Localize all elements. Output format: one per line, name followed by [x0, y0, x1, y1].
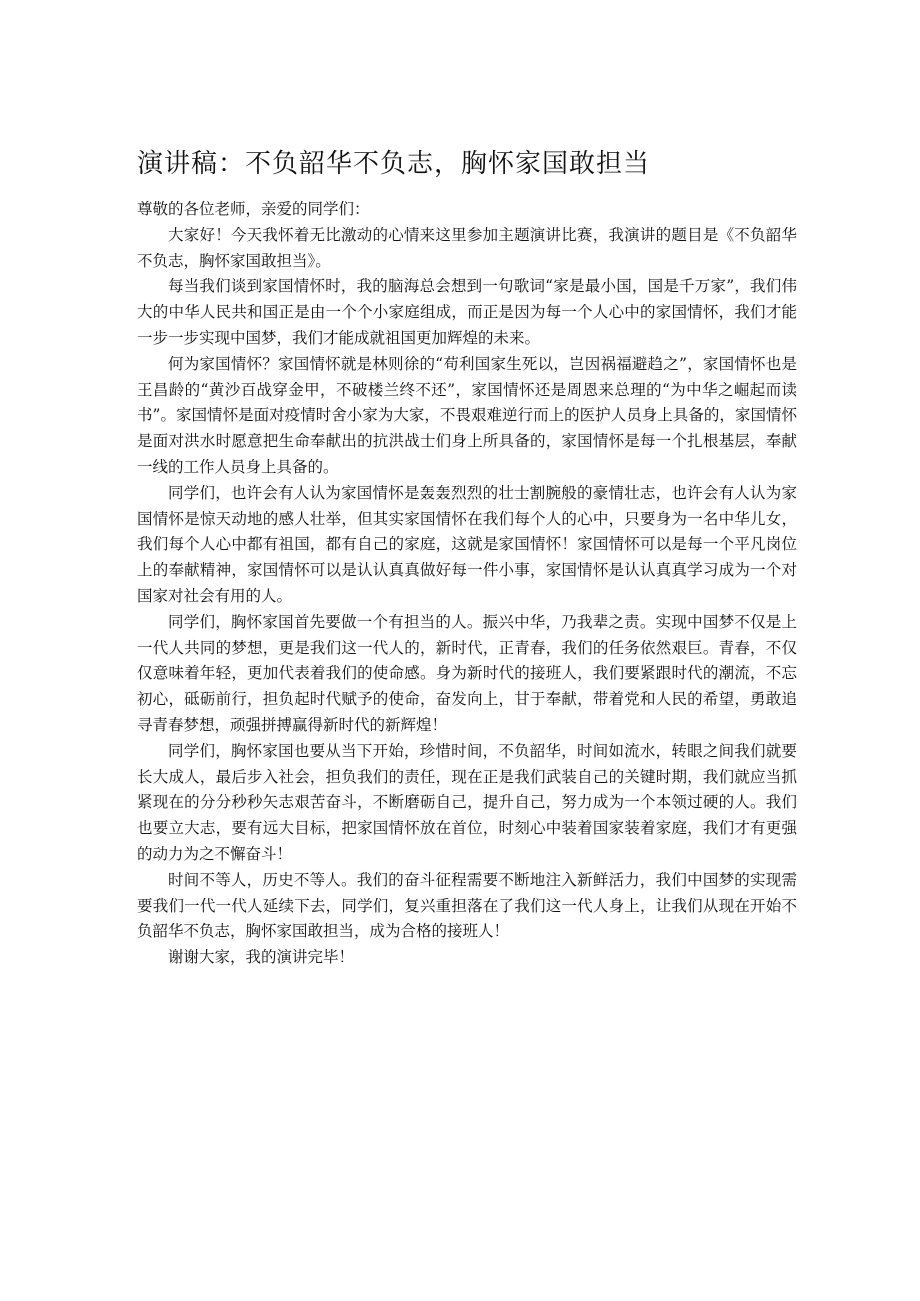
salutation: 尊敬的各位老师，亲爱的同学们： [137, 200, 370, 218]
document-body [137, 197, 797, 971]
paragraph-6: 同学们，胸怀家国也要从当下开始，珍惜时间，不负韶华，时间如流水，转眼之间我们就要长大成人，最后步入社会，担负我们的责任，现在正是我们武装自己的关键时期，我们就应当抓紧现在的分分秒秒矢志艰苦奋斗，不断磨砺自己，提升自己，努力成为一个本领过硬的人。我们也要立大志，要有远大目标，把家国情怀放在首位，时刻心中装着国家装着家庭，我们才有更强的动力为之不懈奋斗！ [137, 741, 797, 863]
paragraph-3: 何为家国情怀？家国情怀就是林则徐的“苟利国家生死以，岂因祸福避趋之”，家国情怀也是王昌龄的“黄沙百战穿金甲，不破楼兰终不还”，家国情怀还是周恩来总理的“为中华之崛起而读书”。家国情怀是面对疫情时舍小家为大家，不畏艰难逆行而上的医护人员身上具备的，家国情怀是面对洪水时愿意把生命奉献出的抗洪战士们身上所具备的，家国情怀是每一个扎根基层，奉献一线的工作人员身上具备的。 [137, 354, 797, 476]
paragraph-5: 同学们，胸怀家国首先要做一个有担当的人。振兴中华，乃我辈之责。实现中国梦不仅是上一代人共同的梦想，更是我们这一代人的，新时代，正青春，我们的任务依然艰巨。青春，不仅仅意味着年轻，更加代表着我们的使命感。身为新时代的接班人，我们要紧跟时代的潮流，不忘初心，砥砺前行，担负起时代赋予的使命，奋发向上，甘于奉献，带着党和人民的希望，勇敢追寻青春梦想，顽强拼搏赢得新时代的新辉煌！ [137, 612, 797, 734]
document-title: 演讲稿：不负韶华不负志，胸怀家国敢担当 [137, 149, 651, 179]
paragraph-7: 时间不等人，历史不等人。我们的奋斗征程需要不断地注入新鲜活力，我们中国梦的实现需要我们一代一代人延续下去，同学们，复兴重担落在了我们这一代人身上，让我们从现在开始不负韶华不负志，胸怀家国敢担当，成为合格的接班人！ [137, 870, 797, 941]
paragraph-4: 同学们，也许会有人认为家国情怀是轰轰烈烈的壮士割腕般的豪情壮志，也许会有人认为家国情怀是惊天动地的感人壮举，但其实家国情怀在我们每个人的心中，只要身为一名中华儿女，我们每个人心中都有祖国，都有自己的家庭，这就是家国情怀！家国情怀可以是每一个平凡岗位上的奉献精神，家国情怀可以是认认真真做好每一件小事，家国情怀是认认真真学习成为一个对国家对社会有用的人。 [137, 483, 797, 605]
paragraph-1: 大家好！今天我怀着无比激动的心情来这里参加主题演讲比赛，我演讲的题目是《不负韶华不负志，胸怀家国敢担当》。 [137, 225, 797, 270]
paragraph-closing: 谢谢大家，我的演讲完毕！ [168, 948, 355, 967]
paragraph-2: 每当我们谈到家国情怀时，我的脑海总会想到一句歌词“家是最小国，国是千万家”，我们伟大的中华人民共和国正是由一个个小家庭组成，而正是因为每一个人心中的家国情怀，我们才能一步一步实现中国梦，我们才能成就祖国更加辉煌的未来。 [137, 277, 797, 347]
